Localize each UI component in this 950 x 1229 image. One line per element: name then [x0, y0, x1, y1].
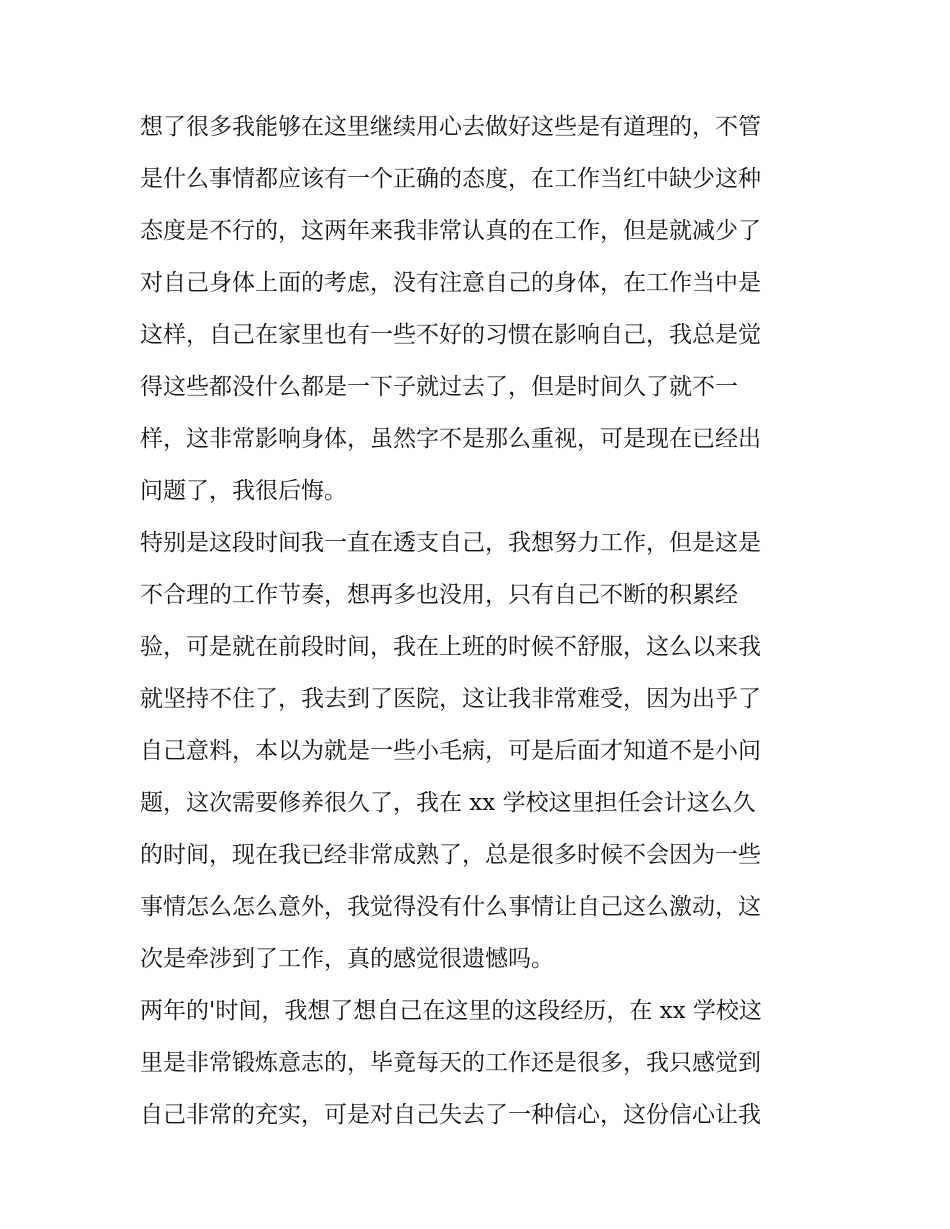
text-line: 两年的'时间，我想了想自己在这里的这段经历，在 xx 学校这: [140, 998, 762, 1024]
text-line: 对自己身体上面的考虑，没有注意自己的身体，在工作当中是: [140, 270, 761, 296]
text-line: 不合理的工作节奏，想再多也没用，只有自己不断的积累经: [140, 582, 738, 608]
text-line: 得这些都没什么都是一下子就过去了，但是时间久了就不一: [140, 374, 738, 400]
body-text: [140, 101, 815, 1141]
text-line: 验，可是就在前段时间，我在上班的时候不舒服，这么以来我: [140, 634, 761, 660]
text-line: 里是非常锻炼意志的，毕竟每天的工作还是很多，我只感觉到: [140, 1050, 761, 1076]
text-line: 特别是这段时间我一直在透支自己，我想努力工作，但是这是: [140, 530, 761, 556]
text-line: 题，这次需要修养很久了，我在 xx 学校这里担任会计这么久: [140, 790, 756, 816]
text-line: 就坚持不住了，我去到了医院，这让我非常难受，因为出乎了: [140, 686, 761, 712]
text-line: 次是牵涉到了工作，真的感觉很遗憾吗。: [140, 946, 554, 972]
text-line: 自己意料，本以为就是一些小毛病，可是后面才知道不是小问: [140, 738, 761, 764]
text-line: 事情怎么怎么意外，我觉得没有什么事情让自己这么激动，这: [140, 894, 761, 920]
text-line: 样，这非常影响身体，虽然字不是那么重视，可是现在已经出: [140, 426, 761, 452]
text-line: 是什么事情都应该有一个正确的态度，在工作当红中缺少这种: [140, 166, 761, 192]
text-line: 这样，自己在家里也有一些不好的习惯在影响自己，我总是觉: [140, 322, 761, 348]
text-line: 态度是不行的，这两年来我非常认真的在工作，但是就减少了: [140, 218, 761, 244]
text-line: 自己非常的充实，可是对自己失去了一种信心，这份信心让我: [140, 1102, 761, 1128]
text-line: 想了很多我能够在这里继续用心去做好这些是有道理的，不管: [140, 114, 761, 140]
text-line: 的时间，现在我已经非常成熟了，总是很多时候不会因为一些: [140, 842, 761, 868]
text-line: 问题了，我很后悔。: [140, 478, 347, 504]
